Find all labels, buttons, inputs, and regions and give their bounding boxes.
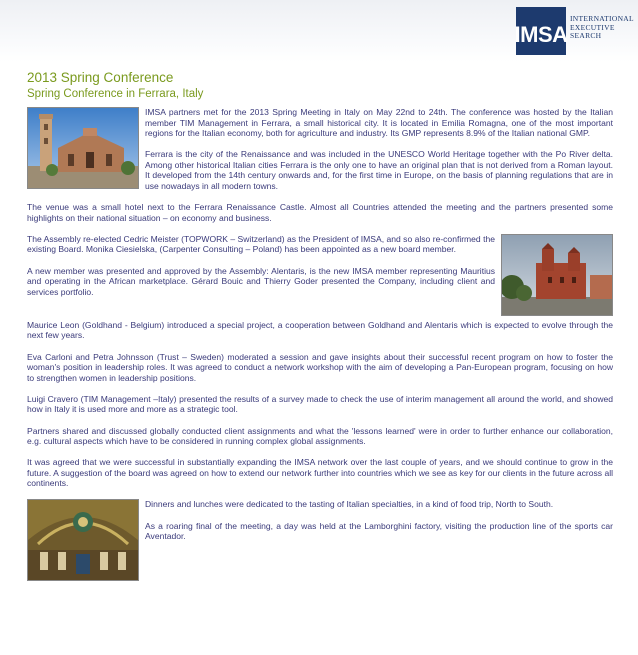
article-body	[27, 107, 613, 585]
page-header	[0, 0, 638, 62]
castle-photo	[501, 234, 613, 316]
article-paragraph: Maurice Leon (Goldhand - Belgium) introduced a special project, a cooperation between Goldhand and Alentaris which is expected to evolve through the next few years.	[27, 319, 613, 341]
logo-tagline	[570, 15, 636, 41]
article-paragraph: Eva Carloni and Petra Johnsson (Trust – Sweden) moderated a session and gave insights about their successful recent program on how to foster the woman's position in leadership roles. It was agreed to conduct a network workshop with the aim of developing a Pan-European program, focusing on how to strengthen women in leadership positions.	[27, 351, 613, 383]
article-paragraph: It was agreed that we were successful in substantially expanding the IMSA network over the last couple of years, and we should continue to grow in the future. A suggestion of the board was agreed on how to extend our network further into countries which we see as key for our clients in the future across all continents.	[27, 457, 613, 489]
logo-tagline-line: SEARCH	[570, 31, 602, 40]
page-title: 2013 Spring Conference	[27, 70, 174, 85]
article-paragraph: As a roaring final of the meeting, a day was held at the Lamborghini factory, visiting the production line of the sports car Aventador.	[145, 520, 613, 542]
logo-tagline-line: EXECUTIVE	[570, 22, 615, 32]
logo-tagline-line: INTERNATIONAL	[570, 14, 634, 23]
page-subtitle: Spring Conference in Ferrara, Italy	[27, 88, 204, 100]
article-paragraph: The Assembly re-elected Cedric Meister (TOPWORK – Switzerland) as the President of IMSA, and so also re-confirmed the existing Board. Monika Ciesielska, (Carpenter Consulting – Poland) has been appointed as a new board member.	[27, 233, 495, 255]
article-paragraph: A new member was presented and approved by the Assembly: Alentaris, is the new IMSA member representing Mauritius and operating in the African marketplace. Gérard Bouic and Thierry Goder presented the Company, including client and services portfolio.	[27, 265, 495, 297]
article-paragraph: The venue was a small hotel next to the Ferrara Renaissance Castle. Almost all Countries attended the meeting and the partners presented some highlights on their national situation – on economy and business.	[27, 202, 613, 223]
article-paragraph: Dinners and lunches were dedicated to the tasting of Italian specialties, in a kind of food trip, North to South.	[145, 499, 554, 510]
article-paragraph: Luigi Cravero (TIM Management –Italy) presented the results of a survey made to check the use of interim management all around the world, and showed how in Italy it is used more and more as a strategic tool.	[27, 393, 613, 415]
article-paragraph: Ferrara is the city of the Renaissance and was included in the UNESCO World Heritage together with the Po River delta. Among other historical Italian cities Ferrara is the only one to have an original plan that is not derived from a Roman layout. It developed from the 14th century onwards and, for the first time in Europe, on the basis of planning regulations that are in use nowadays in all modern towns.	[145, 149, 613, 192]
cathedral-photo	[27, 107, 139, 189]
basilica-interior-photo	[27, 499, 139, 581]
logo-text: IMSA	[514, 22, 568, 47]
imsa-logo[interactable]	[516, 7, 566, 55]
article-paragraph: Partners shared and discussed globally conducted client assignments and what the 'lessons learned' were in order to further enhance our collaboration, e.g. cultural aspects which have to be considered in running complex global assignments.	[27, 425, 613, 447]
article-paragraph: IMSA partners met for the 2013 Spring Meeting in Italy on May 22nd to 24th. The conference was hosted by the Italian member TIM Management in Ferrara, a small historical city. It is located in Emilia Romagna, one of the most important regions for the Italian economy, both for agriculture and industry. Its GMP represents 8.9% of the Italian national GMP.	[145, 107, 613, 139]
